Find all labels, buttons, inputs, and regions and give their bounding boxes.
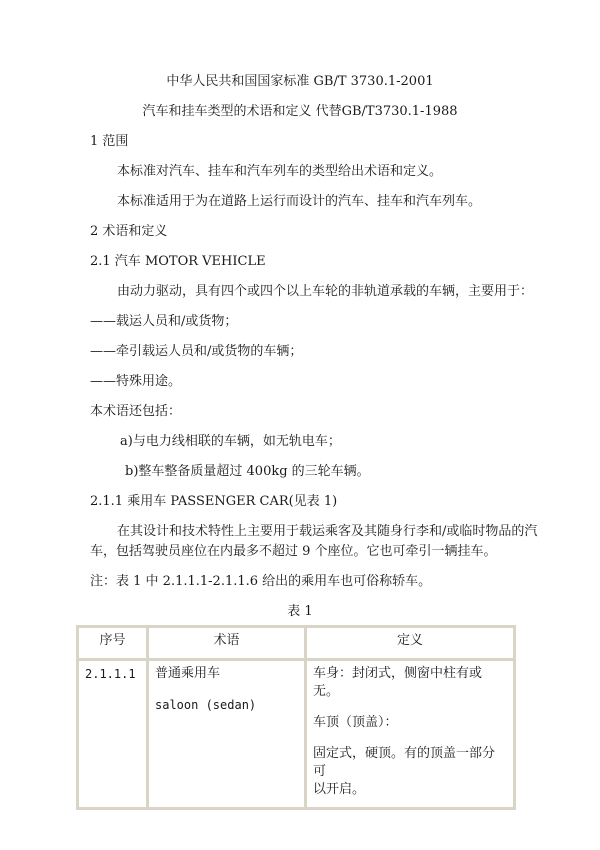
- section-2-1-1-paragraph-line-2: 车，包括驾驶员座位在内最多不超过 9 个座位。它也可牵引一辆挂车。: [90, 544, 497, 559]
- section-2-1-paragraph: 由动力驱动，具有四个或四个以上车轮的非轨道承载的车辆，主要用于：: [117, 284, 534, 299]
- standard-subtitle: 汽车和挂车类型的术语和定义 代替GB/T3730.1-1988: [142, 104, 458, 119]
- section-1-paragraph-1: 本标准对汽车、挂车和汽车列车的类型给出术语和定义。: [117, 164, 443, 179]
- definition-body: 车身：封闭式，侧窗中柱有或无。: [313, 666, 483, 699]
- row-number-text: 2.1.1.1: [85, 667, 136, 681]
- section-2-1-heading: 2.1 汽车 MOTOR VEHICLE: [90, 254, 266, 269]
- sub-item-a: a)与电力线相联的车辆，如无轨电车；: [120, 434, 341, 449]
- row-definition: [306, 660, 515, 809]
- row-number: [78, 660, 148, 809]
- table-header-row: [78, 627, 515, 660]
- definition-roof-detail-1: 固定式，硬顶。有的顶盖一部分可: [313, 746, 496, 779]
- term-chinese: 普通乘用车: [155, 666, 221, 681]
- list-item: ——牵引载运人员和/或货物的车辆；: [90, 344, 303, 359]
- definition-roof: 车顶（顶盖）：: [313, 715, 398, 730]
- section-2-heading: 2 术语和定义: [90, 224, 168, 239]
- section-2-1-1-paragraph-line-1: 在其设计和技术特性上主要用于载运乘客及其随身行李和/或临时物品的汽: [117, 524, 538, 539]
- table-caption: 表 1: [287, 604, 313, 619]
- list-item: ——载运人员和/或货物；: [90, 314, 238, 329]
- definition-roof-detail-2: 以开启。: [313, 782, 366, 797]
- section-1-paragraph-2: 本标准适用于为在道路上运行而设计的汽车、挂车和汽车列车。: [117, 194, 482, 209]
- sub-item-b: b)整车整备质量超过 400kg 的三轮车辆。: [125, 464, 370, 479]
- terms-table: [76, 625, 516, 810]
- table-note: 注：表 1 中 2.1.1.1-2.1.1.6 给出的乘用车也可俗称轿车。: [90, 574, 432, 589]
- table-row: [78, 660, 515, 809]
- term-english: saloon (sedan): [155, 698, 257, 712]
- section-1-heading: 1 范围: [90, 134, 129, 149]
- list-item: ——特殊用途。: [90, 374, 182, 389]
- row-term: [148, 660, 306, 809]
- section-2-1-1-heading: 2.1.1 乘用车 PASSENGER CAR(见表 1): [90, 494, 338, 509]
- header-number: 序号: [78, 627, 148, 660]
- note-intro: 本术语还包括：: [90, 404, 182, 419]
- standard-title: 中华人民共和国国家标准 GB/T 3730.1-2001: [166, 74, 434, 89]
- header-definition: 定义: [306, 627, 515, 660]
- header-term: 术语: [148, 627, 306, 660]
